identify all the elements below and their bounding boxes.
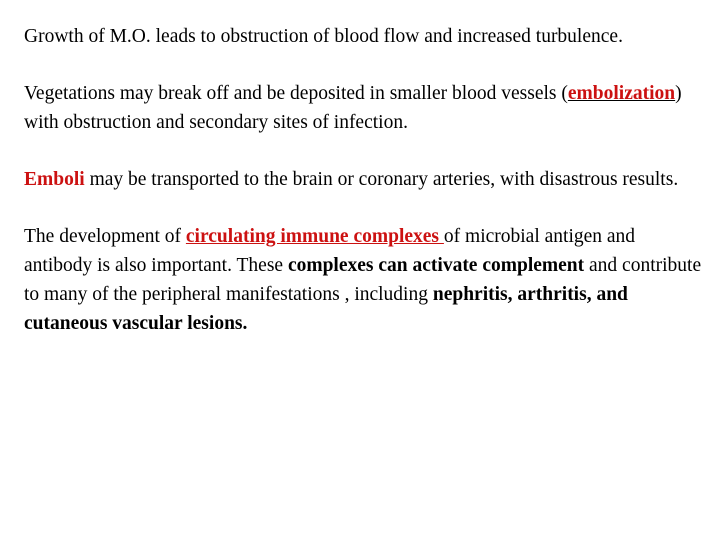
- slide-content: [24, 22, 708, 338]
- paragraph-immune-complexes: [24, 222, 708, 338]
- paragraph-vegetations-before: Vegetations may break off and be deposited in smaller blood vessels (: [24, 83, 568, 104]
- paragraph-growth-text: Growth of M.O. leads to obstruction of blood flow and increased turbulence.: [24, 26, 623, 47]
- paragraph-emboli: [24, 165, 708, 194]
- term-embolization: embolization: [567, 83, 676, 104]
- bold-lesions-list: nephritis, arthritis, and cutaneous vascular lesions.: [24, 284, 628, 334]
- paragraph-immune-middle2: and contribute to many of the peripheral manifestations , including: [24, 255, 702, 305]
- term-emboli: Emboli: [24, 169, 85, 190]
- paragraph-emboli-after: may be transported to the brain or coronary arteries, with disastrous results.: [84, 169, 679, 190]
- paragraph-immune-middle: of microbial antigen and antibody is also important. These: [24, 226, 636, 276]
- paragraph-immune-before: The development of: [24, 226, 186, 247]
- paragraph-vegetations: [24, 79, 708, 137]
- paragraph-growth: [24, 22, 708, 51]
- term-circulating-immune-complexes: circulating immune complexes: [185, 226, 444, 247]
- paragraph-vegetations-after: ) with obstruction and secondary sites of infection.: [24, 83, 682, 133]
- bold-complement-activation: complexes can activate complement: [287, 255, 585, 276]
